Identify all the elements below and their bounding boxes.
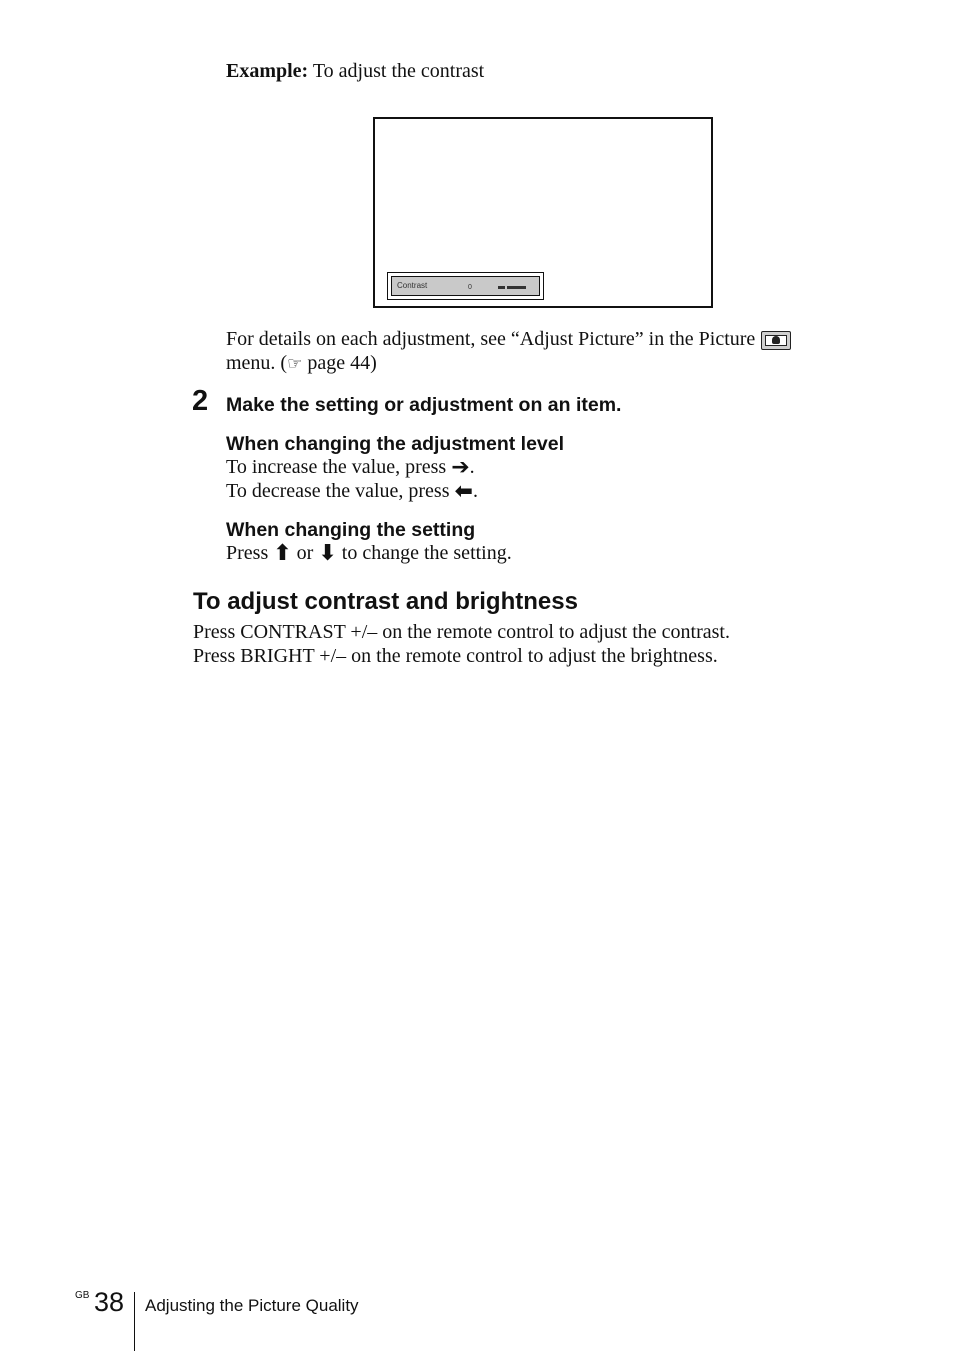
period: . [469, 456, 475, 478]
section-heading: To adjust contrast and brightness [193, 588, 578, 615]
decrease-text: To decrease the value, press [226, 480, 450, 502]
picture-menu-icon [761, 331, 791, 350]
right-arrow-icon: ➔ [451, 455, 470, 480]
example-text: To adjust the contrast [308, 60, 485, 82]
details-paragraph [226, 327, 846, 376]
period: . [472, 480, 478, 502]
left-arrow-icon: ⬅ [454, 479, 473, 504]
brightness-instruction: Press BRIGHT +/– on the remote control to adjust the brightness. [193, 645, 718, 667]
up-arrow-icon: ⬆ [273, 541, 292, 566]
contrast-instruction: Press CONTRAST +/– on the remote control to adjust the contrast. [193, 621, 730, 643]
down-arrow-icon: ⬇ [318, 541, 337, 566]
page-number: 38 [94, 1287, 125, 1317]
section-body [193, 620, 730, 668]
example-label: Example: [226, 60, 309, 82]
osd-level-bar [498, 286, 526, 289]
contrast-osd [387, 272, 544, 300]
footer-region-code: GB [75, 1290, 90, 1301]
setting-heading: When changing the setting [226, 519, 476, 541]
osd-panel [391, 276, 540, 296]
details-text: For details on each adjustment, see “Adjust Picture” in the Picture [226, 328, 756, 350]
footer-divider [134, 1292, 135, 1351]
osd-label: Contrast [397, 281, 428, 290]
details-line2-end: page 44) [302, 352, 377, 374]
step-title: Make the setting or adjustment on an item. [226, 394, 622, 416]
footer-chapter-title: Adjusting the Picture Quality [145, 1296, 359, 1315]
adjustment-level-heading: When changing the adjustment level [226, 433, 565, 455]
details-line2-start: menu. ( [226, 352, 288, 374]
or-text: or [291, 542, 319, 564]
increase-text: To increase the value, press [226, 456, 447, 478]
step-number: 2 [192, 385, 209, 417]
adjustment-level-instructions [226, 455, 478, 503]
osd-value: 0 [468, 284, 472, 291]
example-line [226, 59, 484, 83]
setting-instruction [226, 541, 512, 565]
page-reference-icon: ☞ [287, 354, 303, 374]
press-text: Press [226, 542, 269, 564]
setting-tail: to change the setting. [336, 542, 512, 564]
